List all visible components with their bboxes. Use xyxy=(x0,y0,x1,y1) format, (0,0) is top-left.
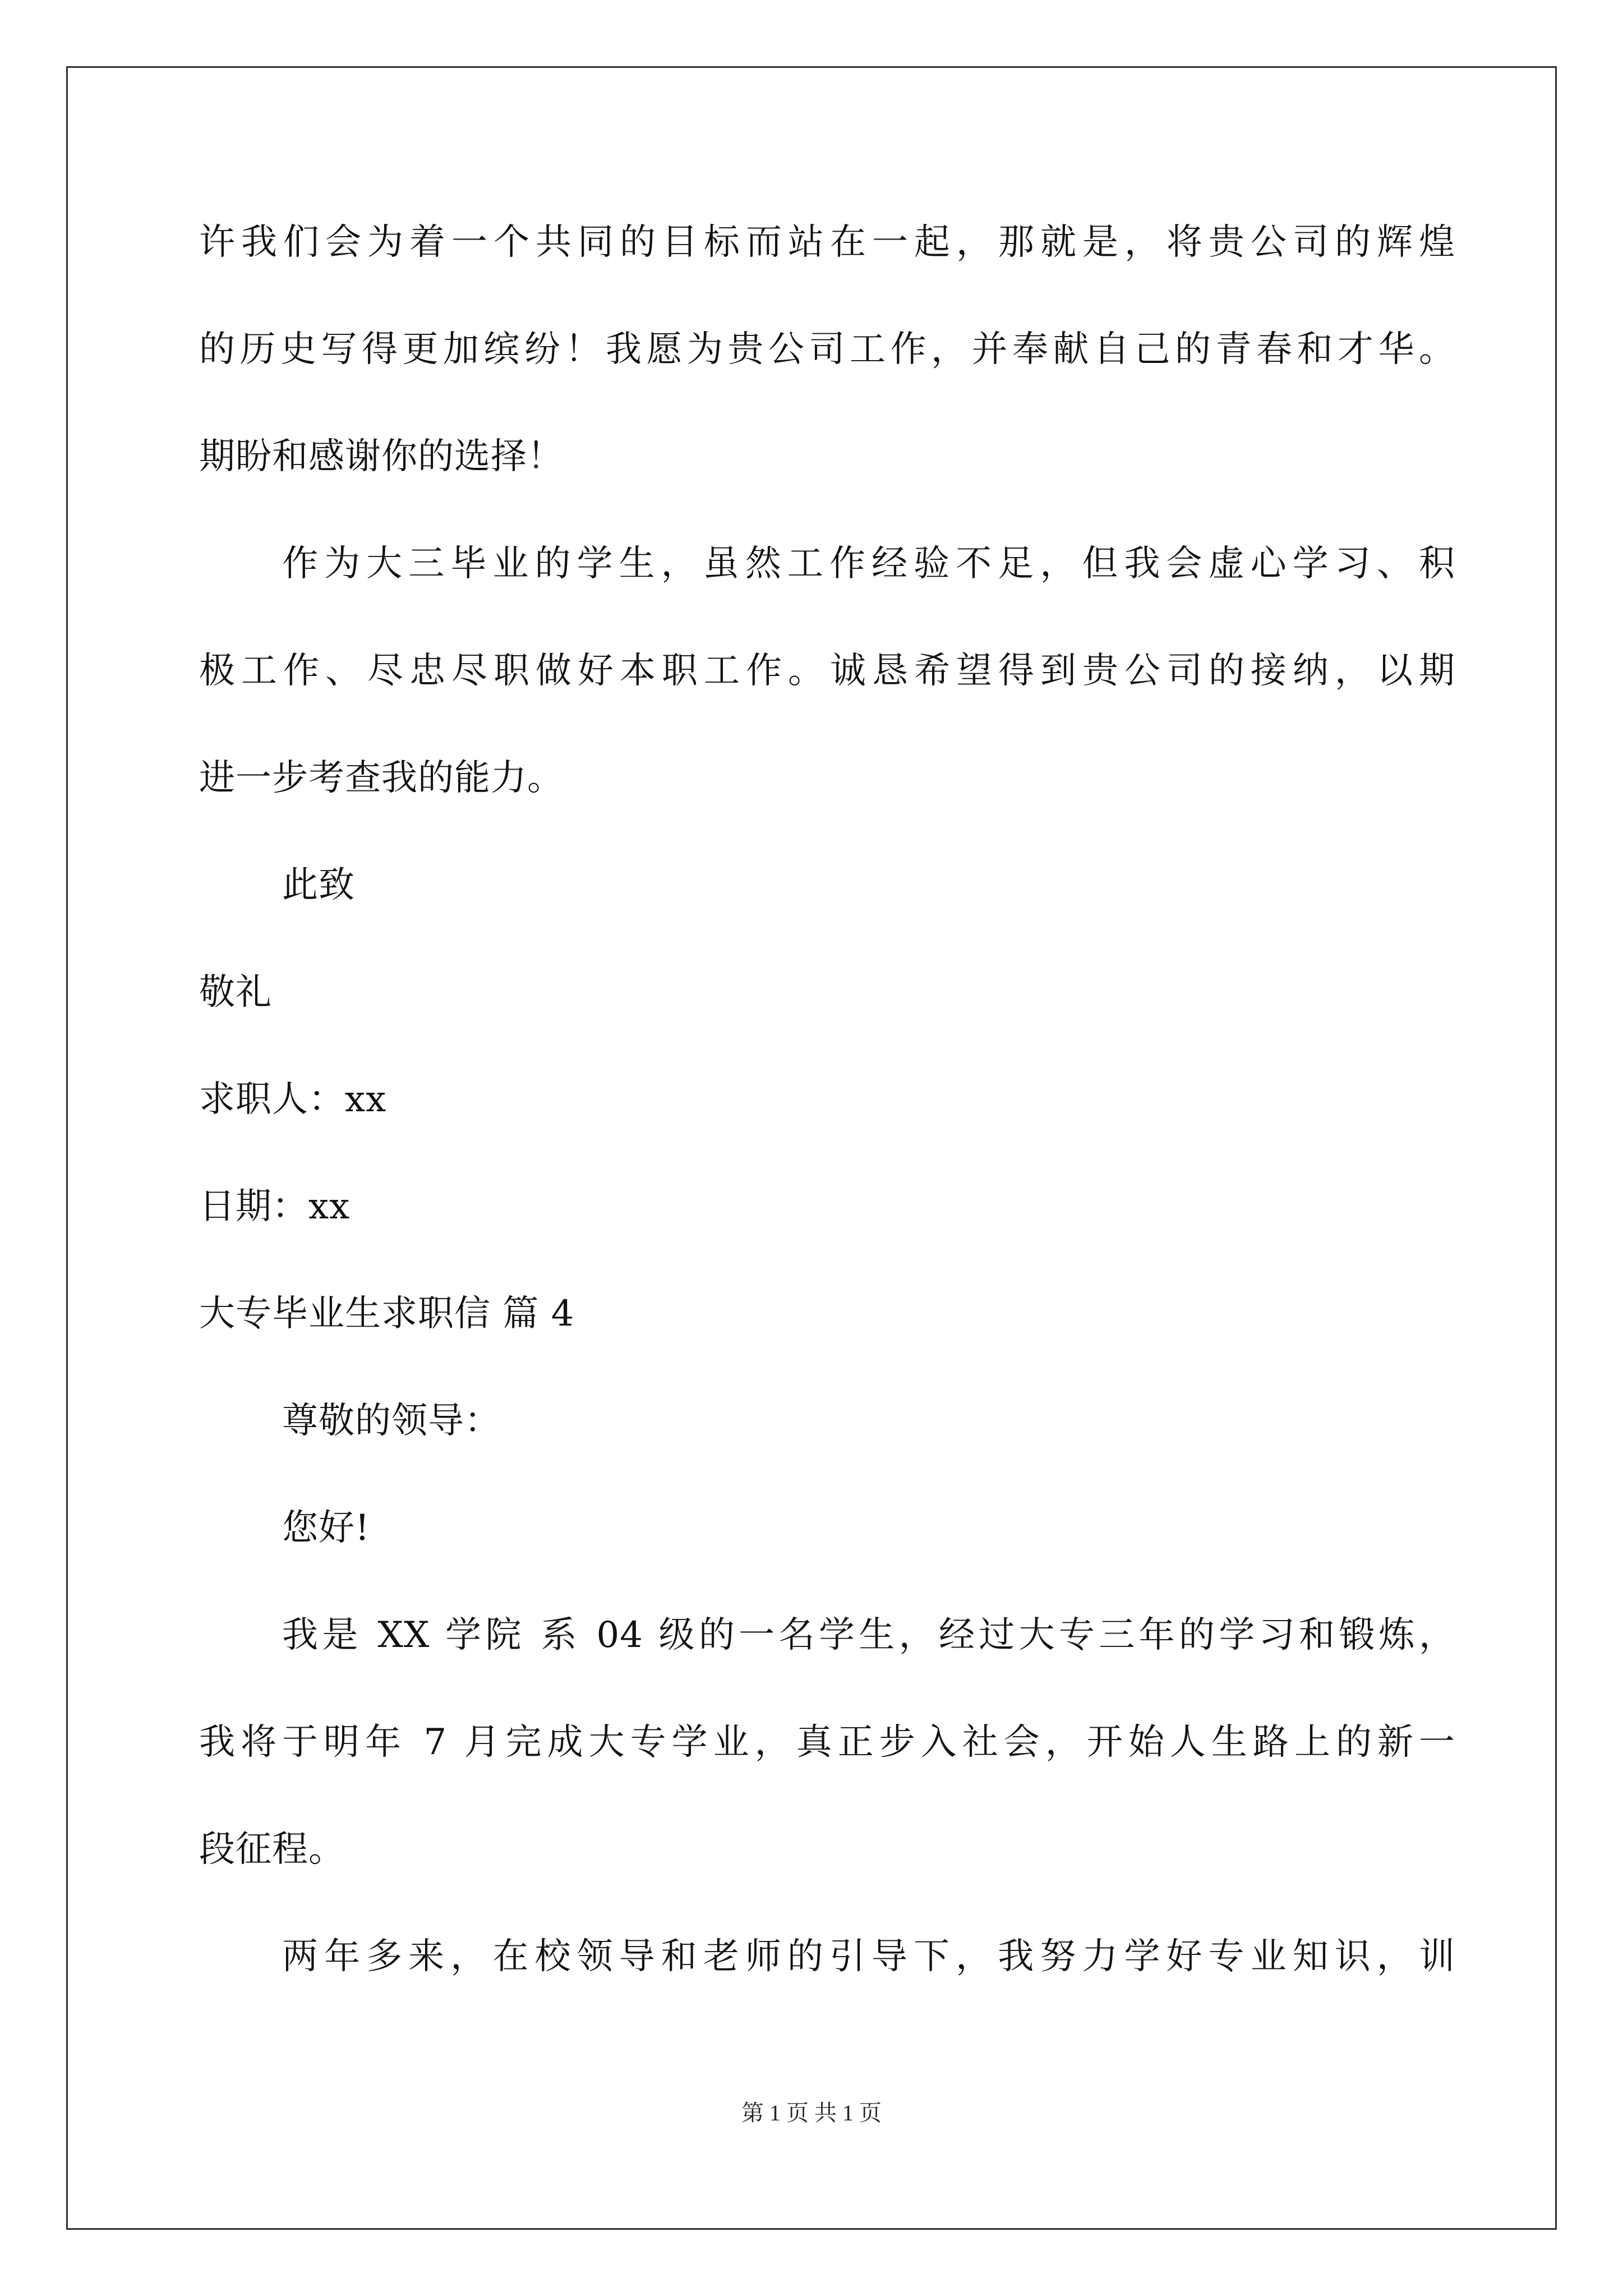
applicant-name: 求职人：xx xyxy=(199,1079,387,1120)
paragraph-line: 许我们会为着一个共同的目标而站在一起，那就是，将贵公司的辉煌 xyxy=(199,222,1455,263)
paragraph-line: 两年多来，在校领导和老师的引导下，我努力学好专业知识，训 xyxy=(282,1936,1455,1977)
letter-date: 日期：xx xyxy=(199,1186,351,1227)
paragraph-line: 我是 XX 学院 系 04 级的一名学生，经过大专三年的学习和锻炼， xyxy=(282,1614,1455,1656)
section-heading: 大专毕业生求职信 篇 4 xyxy=(199,1293,575,1335)
paragraph-line: 段征程。 xyxy=(199,1829,345,1870)
page-border xyxy=(66,66,1557,2230)
paragraph-line: 作为大三毕业的学生，虽然工作经验不足，但我会虚心学习、积 xyxy=(282,543,1455,585)
paragraph-line: 我将于明年 7 月完成大专学业，真正步入社会，开始人生路上的新一 xyxy=(199,1722,1455,1763)
closing-regards: 敬礼 xyxy=(199,972,272,1013)
paragraph-line: 期盼和感谢你的选择！ xyxy=(199,436,564,477)
greeting-hello: 您好! xyxy=(282,1507,370,1549)
paragraph-line: 极工作、尽忠尽职做好本职工作。诚恳希望得到贵公司的接纳，以期 xyxy=(199,650,1455,692)
greeting: 尊敬的领导： xyxy=(282,1400,501,1442)
closing-salutation: 此致 xyxy=(282,864,355,906)
paragraph-line: 的历史写得更加缤纷！我愿为贵公司工作，并奉献自己的青春和才华。 xyxy=(199,329,1455,370)
paragraph-line: 进一步考查我的能力。 xyxy=(199,757,564,799)
page-number-footer: 第 1 页 共 1 页 xyxy=(741,2100,882,2125)
